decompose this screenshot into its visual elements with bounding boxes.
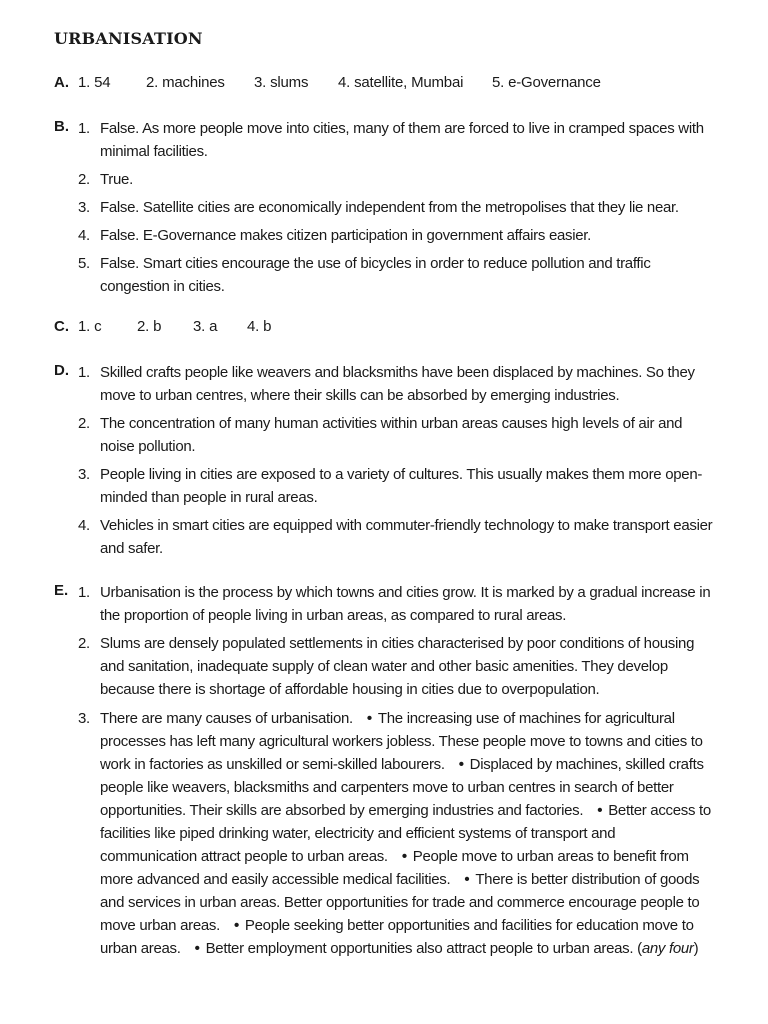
item-number: 1.	[78, 120, 90, 137]
cause-point: The increasing use of machines for agricultural processes has left many agricultural workers jobless. These people move to towns and cities to work in factories as unskilled or semi-skilled labourers.	[100, 710, 703, 773]
cause-point: People seeking better opportunities and facilities for education move to urban areas.	[100, 917, 694, 957]
cause-point: Better employment opportunities also attract people to urban areas.	[205, 940, 634, 957]
item-text: People living in cities are exposed to a variety of cultures. This usually makes them more open-minded than people in rural areas.	[100, 466, 703, 506]
bullet-icon: •	[464, 871, 470, 888]
item-number: 5.	[78, 255, 90, 272]
item-text: True.	[100, 171, 133, 188]
item-text: False. Smart cities encourage the use of bicycles in order to reduce pollution and traffic congestion in cities.	[100, 255, 651, 295]
item-text: Vehicles in smart cities are equipped with commuter-friendly technology to make transport easier and safer.	[100, 517, 713, 557]
item-number: 2.	[78, 171, 90, 188]
item-number: 1.	[78, 364, 90, 381]
cause-point: Better access to facilities like piped drinking water, electricity and efficient systems of transport and communication attract people to urban areas.	[100, 802, 711, 865]
answer-c1: 1. c	[78, 318, 102, 335]
item-text: There are many causes of urbanisation. • The increasing use of machines for agricultural processes has left many agricultural workers jobless. These people move to towns and cities to work in factories as unskilled or semi-skilled labourers. • Displaced by machines, skilled crafts people like weavers, blacksmiths and carpenters move to urban centres in search of better opportunities. Their skills are absorbed by emerging industries and factories. • Better access to facilities like piped drinking water, electricity and efficient systems of transport and communication attract people to urban areas. • People move to urban areas to benefit from more advanced and easily accessible medical facilities. • There is better distribution of goods and services in urban areas. Better opportunities for trade and commerce encourage people to move urban areas. • People seeking better opportunities and facilities for education move to urban areas. • Better employment opportunities also attract people to urban areas. (any four)	[100, 707, 715, 960]
page-title: URBANISATION	[54, 29, 203, 48]
section-c-answers	[78, 318, 271, 335]
answer-c4: 4. b	[247, 318, 272, 335]
item-text: Skilled crafts people like weavers and blacksmiths have been displaced by machines. So they move to urban centres, where their skills can be absorbed by emerging industries.	[100, 364, 695, 404]
item-text: False. Satellite cities are economically independent from the metropolises that they lie near.	[100, 199, 679, 216]
item-number: 4.	[78, 227, 90, 244]
item-text: False. As more people move into cities, many of them are forced to live in cramped spaces with minimal facilities.	[100, 120, 704, 160]
bullet-icon: •	[597, 802, 603, 819]
item-text: Slums are densely populated settlements in cities characterised by poor conditions of housing and sanitation, inadequate supply of clean water and other basic amenities. They develop because there is shortage of affordable housing in cities due to overpopulation.	[100, 635, 695, 698]
answer-c3: 3. a	[193, 318, 218, 335]
answer-c2: 2. b	[137, 318, 162, 335]
item-number: 3.	[78, 466, 90, 483]
item-number: 1.	[78, 584, 90, 601]
cause-point: Displaced by machines, skilled crafts people like weavers, blacksmiths and carpenters move to urban centres in search of better opportunities. Their skills are absorbed by emerging industries and factories.	[100, 756, 704, 819]
item-number: 4.	[78, 517, 90, 534]
item-number: 2.	[78, 635, 90, 652]
item-number: 3.	[78, 710, 90, 727]
section-d-letter: D.	[54, 362, 69, 379]
answer-a5: 5. e-Governance	[492, 74, 601, 91]
cause-point: There is better distribution of goods and services in urban areas. Better opportunities for trade and commerce encourage people to move urban areas.	[100, 871, 700, 934]
section-c-letter: C.	[54, 318, 69, 335]
section-e-letter: E.	[54, 582, 69, 599]
cause-point: People move to urban areas to benefit from more advanced and easily accessible medical facilities.	[100, 848, 689, 888]
bullet-icon: •	[366, 710, 372, 727]
item-number: 3.	[78, 199, 90, 216]
bullet-icon: •	[458, 756, 464, 773]
bullet-icon: •	[233, 917, 239, 934]
any-four-note: any four	[641, 940, 694, 957]
answer-a3: 3. slums	[254, 74, 309, 91]
item-text: Urbanisation is the process by which towns and cities grow. It is marked by a gradual increase in the proportion of people living in urban areas, as compared to rural areas.	[100, 584, 711, 624]
item-text: The concentration of many human activities within urban areas causes high levels of air and noise pollution.	[100, 415, 683, 455]
section-b-letter: B.	[54, 118, 69, 135]
item-text: False. E-Governance makes citizen participation in government affairs easier.	[100, 227, 592, 244]
bullet-icon: •	[194, 940, 200, 957]
item-number: 2.	[78, 415, 90, 432]
answer-a1: 1. 54	[78, 74, 111, 91]
answer-a2: 2. machines	[146, 74, 225, 91]
section-a-answers	[78, 74, 601, 91]
causes-intro: There are many causes of urbanisation.	[100, 710, 353, 727]
bullet-icon: •	[401, 848, 407, 865]
section-a-letter: A.	[54, 74, 69, 91]
answer-a4: 4. satellite, Mumbai	[338, 74, 464, 91]
